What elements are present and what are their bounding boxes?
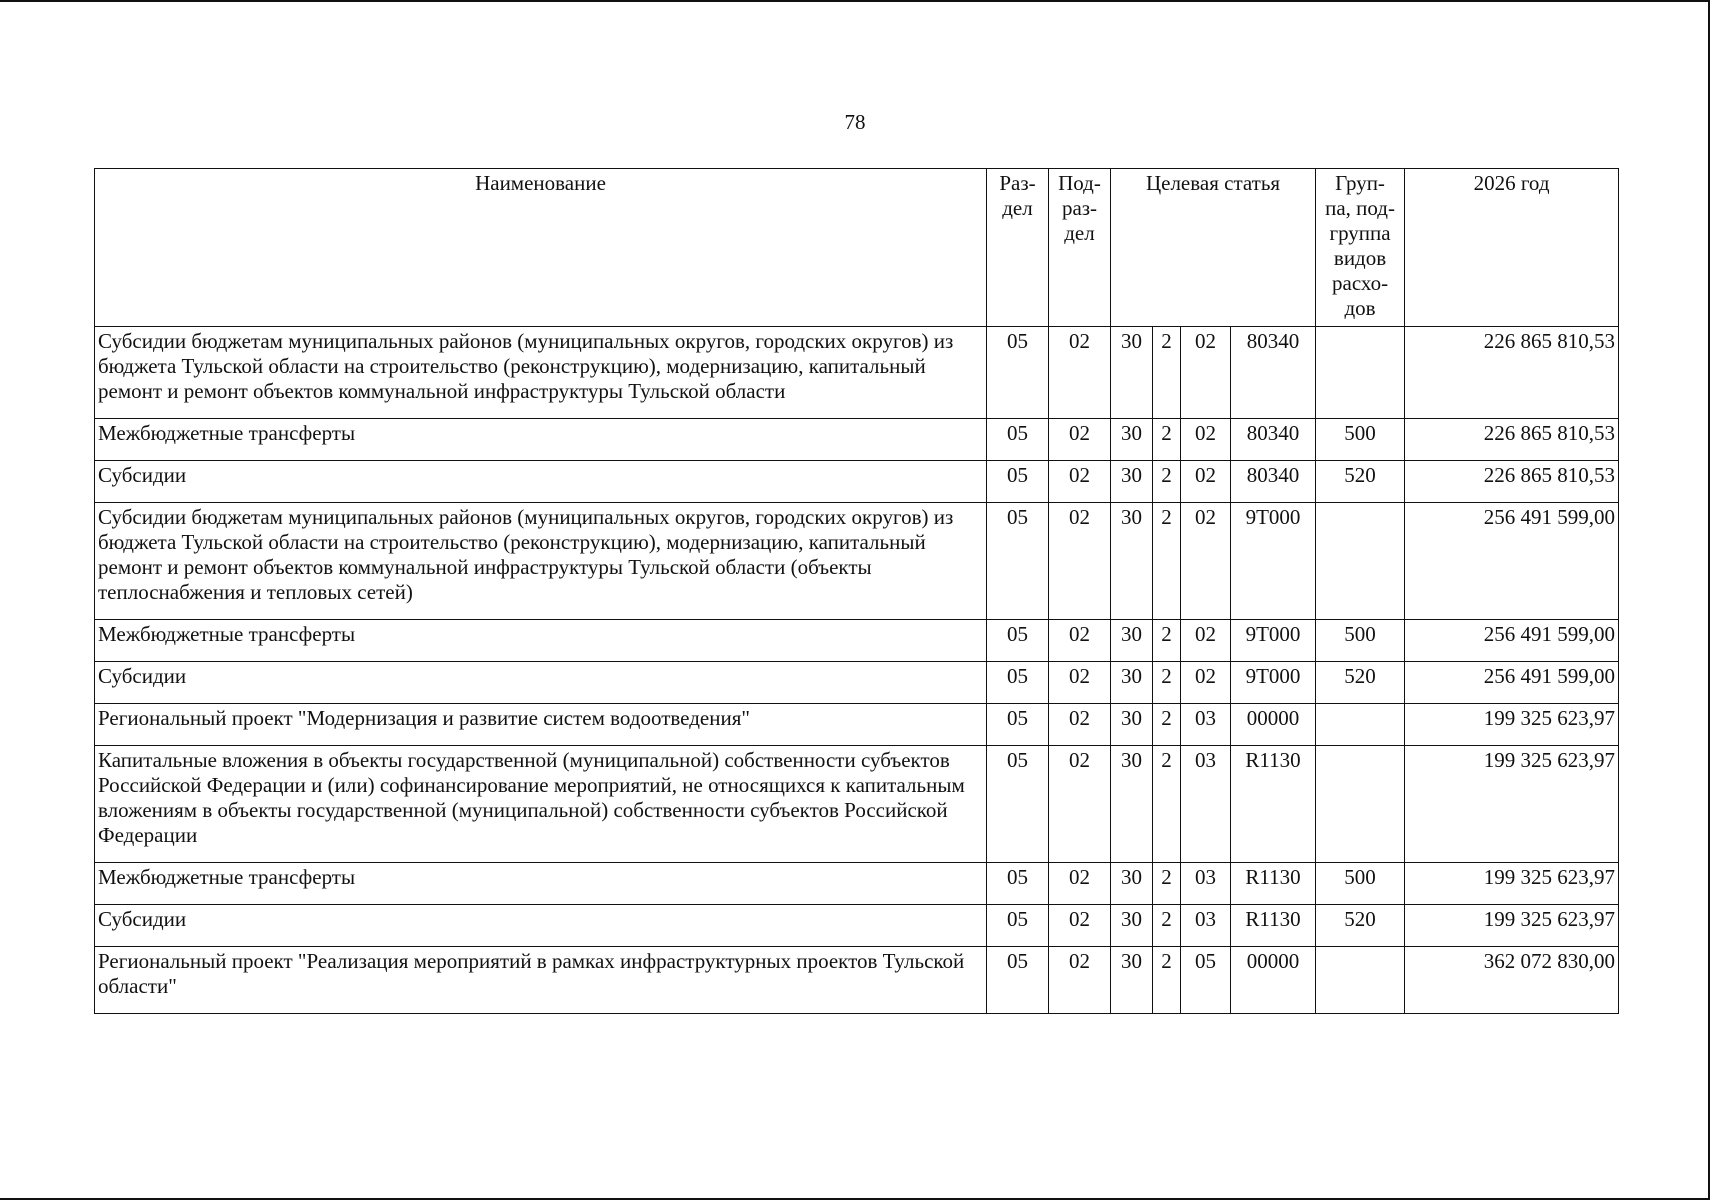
cell-target-program: 30: [1111, 947, 1153, 1014]
cell-name: Субсидии бюджетам муниципальных районов (муниципальных округов, городских округов) из бюджета Тульской области на строительство (реконструкцию), модернизацию, капитальный ремонт и ремонт объектов коммунальной инфраструктуры Тульской области (объекты теплоснабжения и тепловых сетей): [95, 503, 987, 620]
cell-target-program: 30: [1111, 746, 1153, 863]
cell-amount: 199 325 623,97: [1405, 905, 1619, 947]
cell-expense-group: 520: [1316, 461, 1405, 503]
cell-subsection: 02: [1049, 620, 1111, 662]
table-header-row: [95, 169, 1619, 327]
cell-target-subprogram: 02: [1181, 327, 1231, 419]
cell-section: 05: [987, 419, 1049, 461]
table-row: [95, 746, 1619, 863]
cell-target-subprogram: 02: [1181, 662, 1231, 704]
cell-target-direction: 9Т000: [1231, 620, 1316, 662]
cell-name: Субсидии: [95, 461, 987, 503]
cell-expense-group: [1316, 947, 1405, 1014]
cell-subsection: 02: [1049, 662, 1111, 704]
cell-expense-group: 500: [1316, 620, 1405, 662]
cell-subsection: 02: [1049, 947, 1111, 1014]
cell-subsection: 02: [1049, 905, 1111, 947]
cell-name: Капитальные вложения в объекты государственной (муниципальной) собственности субъектов Российской Федерации и (или) софинансирование мероприятий, не относящихся к капитальным вложениям в объекты государственной (муниципальной) собственности субъектов Российской Федерации: [95, 746, 987, 863]
cell-name: Региональный проект "Реализация мероприятий в рамках инфраструктурных проектов Тульской области": [95, 947, 987, 1014]
cell-name: Межбюджетные трансферты: [95, 419, 987, 461]
cell-target-direction: R1130: [1231, 905, 1316, 947]
cell-amount: 256 491 599,00: [1405, 620, 1619, 662]
cell-expense-group: 520: [1316, 662, 1405, 704]
budget-table: [94, 168, 1619, 1014]
cell-section: 05: [987, 327, 1049, 419]
cell-target-subprogram: 03: [1181, 905, 1231, 947]
header-expense-group: Груп- па, под- группа видов расхо- дов: [1316, 169, 1405, 327]
cell-amount: 256 491 599,00: [1405, 662, 1619, 704]
cell-amount: 256 491 599,00: [1405, 503, 1619, 620]
table-row: [95, 620, 1619, 662]
cell-amount: 199 325 623,97: [1405, 863, 1619, 905]
cell-amount: 199 325 623,97: [1405, 746, 1619, 863]
cell-target-type: 2: [1153, 461, 1181, 503]
cell-section: 05: [987, 704, 1049, 746]
page-border-top: [0, 0, 1710, 2]
page-number: 78: [844, 110, 866, 134]
cell-section: 05: [987, 947, 1049, 1014]
cell-target-program: 30: [1111, 662, 1153, 704]
cell-subsection: 02: [1049, 863, 1111, 905]
cell-expense-group: [1316, 746, 1405, 863]
cell-target-program: 30: [1111, 704, 1153, 746]
cell-target-type: 2: [1153, 947, 1181, 1014]
cell-target-subprogram: 02: [1181, 620, 1231, 662]
table-row: [95, 662, 1619, 704]
cell-amount: 226 865 810,53: [1405, 461, 1619, 503]
cell-target-program: 30: [1111, 461, 1153, 503]
cell-subsection: 02: [1049, 419, 1111, 461]
cell-section: 05: [987, 863, 1049, 905]
cell-target-direction: 80340: [1231, 461, 1316, 503]
cell-target-direction: 00000: [1231, 947, 1316, 1014]
cell-section: 05: [987, 461, 1049, 503]
cell-section: 05: [987, 662, 1049, 704]
cell-subsection: 02: [1049, 327, 1111, 419]
cell-subsection: 02: [1049, 503, 1111, 620]
cell-target-direction: R1130: [1231, 863, 1316, 905]
cell-target-direction: 00000: [1231, 704, 1316, 746]
table-row: [95, 863, 1619, 905]
table-row: [95, 704, 1619, 746]
cell-target-subprogram: 02: [1181, 419, 1231, 461]
cell-subsection: 02: [1049, 704, 1111, 746]
cell-target-type: 2: [1153, 662, 1181, 704]
cell-target-direction: 80340: [1231, 327, 1316, 419]
cell-target-direction: 9Т000: [1231, 503, 1316, 620]
cell-name: Субсидии бюджетам муниципальных районов (муниципальных округов, городских округов) из бюджета Тульской области на строительство (реконструкцию), модернизацию, капитальный ремонт и ремонт объектов коммунальной инфраструктуры Тульской области: [95, 327, 987, 419]
cell-expense-group: [1316, 327, 1405, 419]
cell-amount: 199 325 623,97: [1405, 704, 1619, 746]
cell-target-type: 2: [1153, 620, 1181, 662]
cell-expense-group: [1316, 503, 1405, 620]
cell-name: Межбюджетные трансферты: [95, 620, 987, 662]
cell-target-program: 30: [1111, 863, 1153, 905]
cell-target-direction: 9Т000: [1231, 662, 1316, 704]
cell-subsection: 02: [1049, 461, 1111, 503]
cell-amount: 226 865 810,53: [1405, 327, 1619, 419]
cell-expense-group: 500: [1316, 863, 1405, 905]
header-section: Раз- дел: [987, 169, 1049, 327]
cell-target-type: 2: [1153, 419, 1181, 461]
header-name: Наименование: [95, 169, 987, 327]
cell-target-direction: 80340: [1231, 419, 1316, 461]
cell-amount: 362 072 830,00: [1405, 947, 1619, 1014]
cell-target-program: 30: [1111, 503, 1153, 620]
cell-section: 05: [987, 620, 1049, 662]
cell-expense-group: 520: [1316, 905, 1405, 947]
cell-target-subprogram: 03: [1181, 704, 1231, 746]
header-subsection: Под- раз- дел: [1049, 169, 1111, 327]
cell-amount: 226 865 810,53: [1405, 419, 1619, 461]
table-row: [95, 905, 1619, 947]
table-row: [95, 327, 1619, 419]
cell-target-subprogram: 03: [1181, 863, 1231, 905]
table-row: [95, 419, 1619, 461]
cell-name: Межбюджетные трансферты: [95, 863, 987, 905]
cell-target-type: 2: [1153, 704, 1181, 746]
cell-target-subprogram: 02: [1181, 461, 1231, 503]
cell-target-subprogram: 03: [1181, 746, 1231, 863]
cell-target-program: 30: [1111, 905, 1153, 947]
table-row: [95, 947, 1619, 1014]
cell-target-subprogram: 02: [1181, 503, 1231, 620]
table-row: [95, 461, 1619, 503]
cell-target-direction: R1130: [1231, 746, 1316, 863]
cell-target-program: 30: [1111, 327, 1153, 419]
cell-section: 05: [987, 746, 1049, 863]
cell-name: Региональный проект "Модернизация и развитие систем водоотведения": [95, 704, 987, 746]
cell-target-subprogram: 05: [1181, 947, 1231, 1014]
cell-target-type: 2: [1153, 327, 1181, 419]
table-row: [95, 503, 1619, 620]
cell-target-type: 2: [1153, 863, 1181, 905]
cell-name: Субсидии: [95, 905, 987, 947]
cell-target-type: 2: [1153, 746, 1181, 863]
cell-section: 05: [987, 503, 1049, 620]
cell-section: 05: [987, 905, 1049, 947]
cell-name: Субсидии: [95, 662, 987, 704]
cell-target-type: 2: [1153, 503, 1181, 620]
cell-expense-group: 500: [1316, 419, 1405, 461]
cell-target-program: 30: [1111, 419, 1153, 461]
cell-expense-group: [1316, 704, 1405, 746]
header-target-article: Целевая статья: [1111, 169, 1316, 327]
header-year-2026: 2026 год: [1405, 169, 1619, 327]
cell-target-program: 30: [1111, 620, 1153, 662]
cell-subsection: 02: [1049, 746, 1111, 863]
cell-target-type: 2: [1153, 905, 1181, 947]
